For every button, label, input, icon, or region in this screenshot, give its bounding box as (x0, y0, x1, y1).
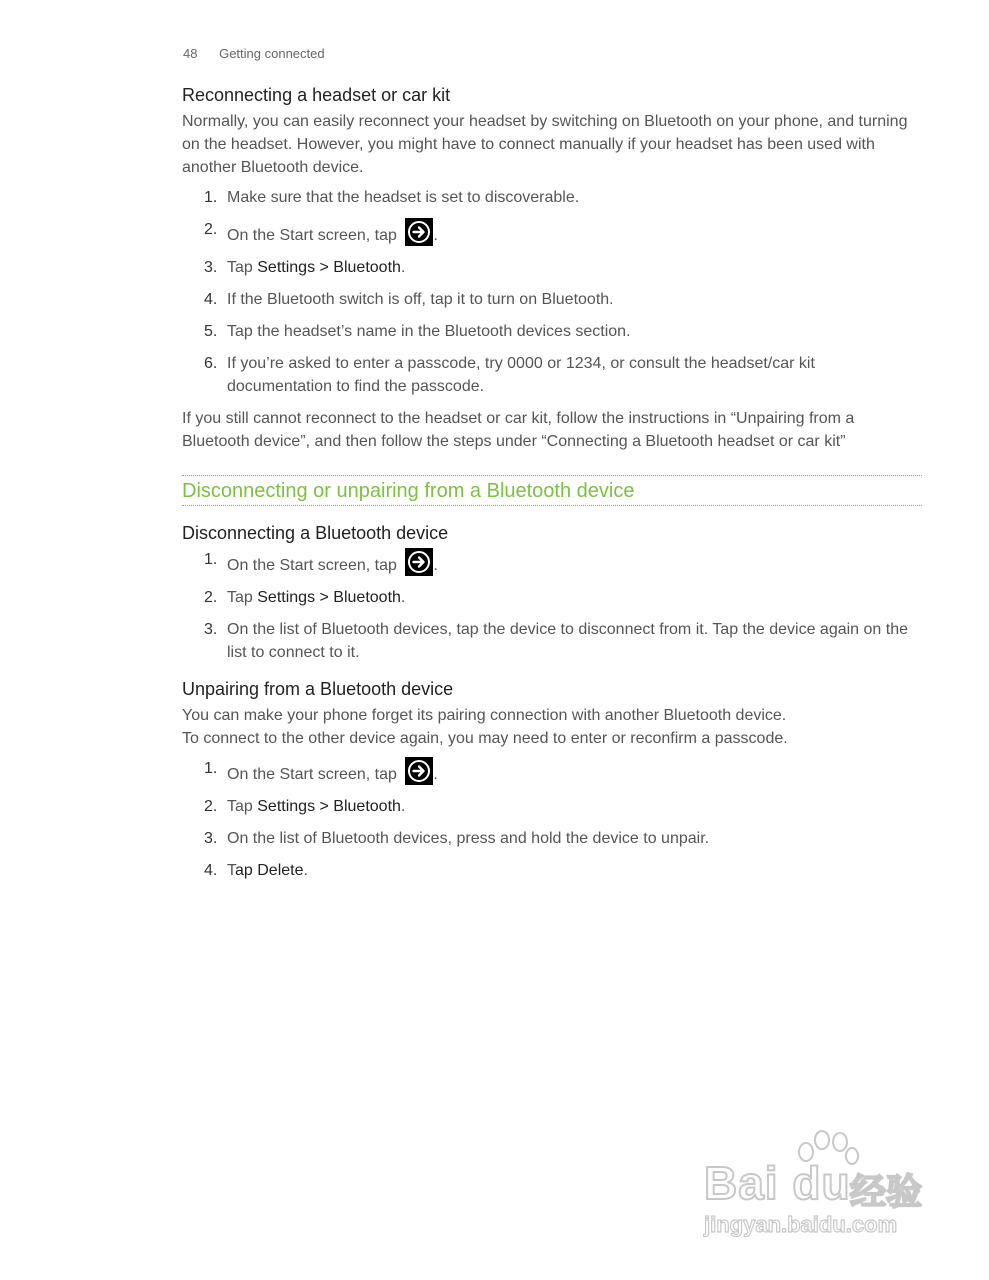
watermark-brand: Bai du (704, 1157, 851, 1209)
section-title: Disconnecting or unpairing from a Bluetooth device (182, 480, 635, 502)
reconnect-steps (182, 186, 922, 398)
settings-bluetooth-term: Settings > Bluetooth (257, 589, 401, 606)
list-item: 5. Tap the headset’s name in the Bluetooth devices section. (204, 323, 631, 340)
page-number: 48 (183, 46, 198, 61)
watermark-url: jingyan.baidu.com (704, 1212, 898, 1237)
list-item: 3. On the list of Bluetooth devices, press and hold the device to unpair. (204, 830, 710, 847)
unpair-intro: You can make your phone forget its pairing connection with another Bluetooth device. To connect to the other device again, you may need to enter or reconfirm a passcode. (182, 707, 788, 747)
arrow-right-circle-icon (405, 757, 433, 785)
section-divider-bottom (182, 505, 922, 506)
unpair-steps (182, 757, 922, 882)
baidu-watermark (700, 1130, 940, 1245)
disconnect-steps (182, 548, 922, 664)
arrow-right-circle-icon (405, 218, 433, 246)
chapter-title: Getting connected (219, 46, 325, 61)
page-content (182, 84, 922, 891)
settings-bluetooth-term: Settings > Bluetooth (257, 259, 401, 276)
list-item: 6. If you’re asked to enter a passcode, try 0000 or 1234, or consult the headset/car kit documentation to find the passcode. (204, 355, 815, 395)
list-item: 1. On the Start screen, tap . (182, 548, 922, 577)
list-item: 3. On the list of Bluetooth devices, tap the device to disconnect from it. Tap the device again on the list to connect to it. (204, 621, 909, 661)
list-item: 2. Tap Settings > Bluetooth. (204, 589, 406, 606)
delete-term: ap Delete (235, 862, 304, 879)
settings-bluetooth-term: Settings > Bluetooth (257, 798, 401, 815)
reconnect-outro: If you still cannot reconnect to the headset or car kit, follow the instructions in “Unpairing from a Bluetooth device”, and then follow the steps under “Connecting a Bluetooth headset or car kit” (182, 410, 855, 450)
reconnect-intro: Normally, you can easily reconnect your headset by switching on Bluetooth on your phone, and turning on the headset. However, you might have to connect manually if your headset has been used with another Bluetooth device. (182, 113, 908, 176)
list-item: 4. If the Bluetooth switch is off, tap it to turn on Bluetooth. (204, 291, 614, 308)
running-header (183, 46, 325, 61)
list-item: 2. Tap Settings > Bluetooth. (204, 798, 406, 815)
list-item: 1. On the Start screen, tap . (182, 757, 922, 786)
list-item: 4. Tap Delete. (204, 862, 308, 879)
disconnect-heading: Disconnecting a Bluetooth device (182, 523, 449, 543)
reconnect-heading: Reconnecting a headset or car kit (182, 85, 451, 105)
list-item: 3. Tap Settings > Bluetooth. (204, 259, 406, 276)
watermark-brand-cn: 经验 (850, 1171, 923, 1212)
arrow-right-circle-icon (405, 548, 433, 576)
list-item: 1. Make sure that the headset is set to discoverable. (204, 189, 580, 206)
unpair-heading: Unpairing from a Bluetooth device (182, 679, 454, 699)
list-item: 2. On the Start screen, tap . (182, 218, 922, 247)
